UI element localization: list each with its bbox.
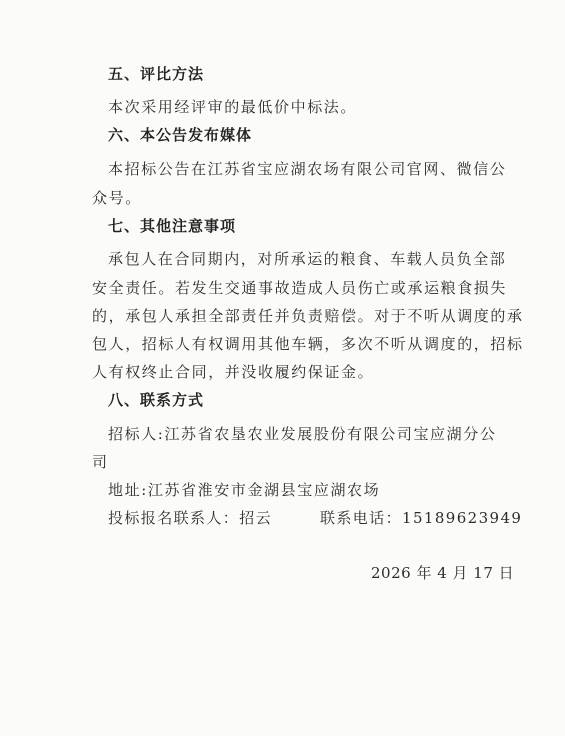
contact-person: 投标报名联系人：招云 [108, 509, 273, 527]
section-heading-contact: 八、联系方式 [108, 391, 205, 409]
paragraph-line: 众号。 [92, 189, 142, 207]
section-heading-notes: 七、其他注意事项 [108, 217, 237, 235]
section-heading-evaluation: 五、评比方法 [108, 65, 205, 83]
tenderer-line-continued: 司 [92, 453, 109, 471]
paragraph-line: 本次采用经评审的最低价中标法。 [108, 98, 358, 116]
tenderer-line: 招标人:江苏省农垦农业发展股份有限公司宝应湖分公 [108, 425, 497, 443]
paragraph-line: 本招标公告在江苏省宝应湖农场有限公司官网、微信公 [108, 160, 507, 178]
paragraph-line: 承包人在合同期内，对所承运的粮食、车载人员负全部 [108, 250, 507, 268]
document-date: 2026 年 4 月 17 日 [371, 564, 515, 582]
paragraph-line: 人有权终止合同，并没收履约保证金。 [92, 363, 375, 381]
paragraph-line: 安全责任。若发生交通事故造成人员伤亡或承运粮食损失 [92, 279, 508, 297]
paragraph-line: 包人，招标人有权调用其他车辆，多次不听从调度的，招标 [92, 335, 524, 353]
section-heading-media: 六、本公告发布媒体 [108, 126, 253, 144]
address-line: 地址:江苏省淮安市金湖县宝应湖农场 [108, 481, 381, 499]
contact-row [108, 508, 528, 528]
contact-phone: 联系电话：15189623949 [320, 509, 523, 527]
paragraph-line: 的，承包人承担全部责任并负责赔偿。对于不听从调度的承 [92, 307, 524, 325]
